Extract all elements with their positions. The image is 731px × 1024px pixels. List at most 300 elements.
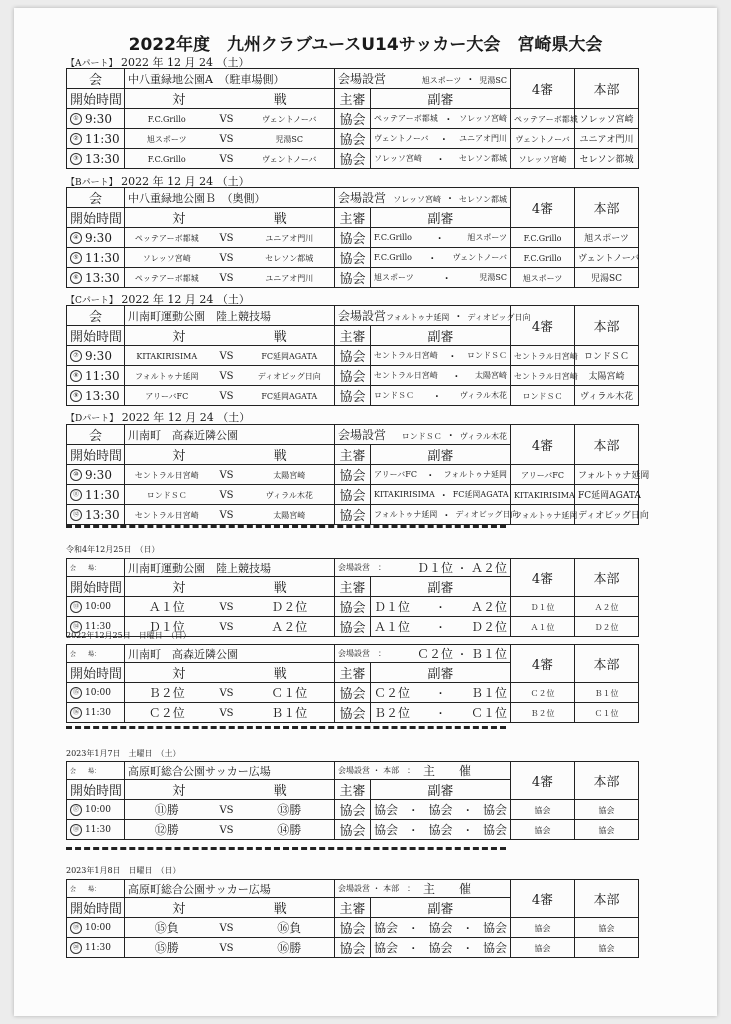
assistant-cell — [371, 268, 511, 288]
referee: 協会 — [339, 113, 366, 128]
match-row — [67, 800, 639, 820]
assistant-3: 協会 — [482, 941, 507, 955]
start-time-label: 開始時間 — [70, 667, 123, 682]
hq-header-label: 本部 — [593, 572, 620, 587]
venue-label-cell — [67, 559, 125, 577]
match-row — [67, 918, 639, 938]
referee-cell — [335, 228, 371, 248]
assistant-1: 協会 — [374, 941, 399, 955]
assistant-1: F.C.Grillo — [374, 233, 412, 242]
referee-cell — [335, 485, 371, 505]
vs-label: VS — [219, 510, 234, 521]
venue-name-cell — [125, 188, 335, 208]
referee-cell — [335, 703, 371, 723]
match-number-icon: ⑮ — [70, 687, 82, 699]
start-time-header — [67, 89, 125, 109]
vs-label: VS — [219, 923, 234, 934]
referee-label: 主審 — [339, 330, 366, 345]
fourth-official-cell — [511, 505, 578, 525]
match-row — [67, 465, 639, 485]
assistant-pair — [374, 230, 507, 245]
fourth-official-cell — [511, 248, 575, 268]
fourth-official-cell — [511, 346, 578, 366]
assistant-2: Ｃ１位 — [470, 706, 507, 720]
setup-team-2: ヴィラル木花 — [459, 432, 508, 441]
schedule-document — [14, 8, 717, 1016]
setup-cell — [335, 69, 511, 89]
setup-label: 会場設営 ： — [338, 649, 386, 658]
venue-label: 会 — [88, 73, 102, 88]
setup-teams — [422, 71, 507, 86]
venue-label-cell — [67, 69, 125, 89]
assistant-label: 副審 — [427, 581, 454, 596]
assistant-pair — [374, 598, 507, 615]
hq-header — [575, 880, 639, 918]
assistant-cell — [371, 228, 511, 248]
match-number-icon: ⑯ — [70, 707, 82, 719]
fourth-official-cell — [511, 149, 575, 169]
match-number-icon: ⑧ — [70, 370, 82, 382]
referee: 協会 — [339, 601, 366, 616]
host-label: 主 催 — [423, 764, 472, 778]
team-home: Ｃ２位 — [148, 706, 185, 720]
start-time-label: 開始時間 — [70, 212, 123, 227]
match-number-icon: ④ — [70, 232, 82, 244]
assistant-pair — [374, 131, 507, 146]
referee-label: 主審 — [339, 581, 366, 596]
team-home-cell — [125, 386, 209, 406]
vs-label: VS — [219, 602, 234, 613]
schedule-table — [66, 761, 639, 840]
part-label: 【Bパート】 — [66, 178, 118, 188]
assistant-cell — [371, 366, 511, 386]
match-number-icon: ⑤ — [70, 252, 82, 264]
venue-label: 会 — [88, 310, 102, 325]
headquarters: Ｄ２位 — [594, 623, 619, 632]
assistant-header — [371, 663, 511, 683]
match-row — [67, 228, 639, 248]
match-row — [67, 683, 639, 703]
dot-separator: ・ — [408, 944, 419, 955]
team-away-cell — [245, 485, 335, 505]
match-header-b: 戦 — [273, 330, 287, 345]
setup-label: 会場設営 — [338, 309, 387, 323]
setup-cell — [335, 559, 511, 577]
team-away-cell — [245, 366, 335, 386]
time-wrap — [70, 132, 121, 146]
hq-cell — [575, 248, 639, 268]
dot-separator: ・ — [462, 806, 473, 817]
vs-label: VS — [219, 154, 234, 165]
part-label: 【Cパート】 — [66, 296, 118, 306]
match-header — [125, 663, 335, 683]
dot-separator: ・ — [435, 709, 446, 720]
venue-label-cell — [67, 306, 125, 326]
start-time-header — [67, 208, 125, 228]
setup-cell — [335, 762, 511, 780]
fourth-official-cell — [511, 109, 578, 129]
hq-cell — [575, 683, 639, 703]
time-wrap — [70, 804, 121, 816]
referee-cell — [335, 109, 371, 129]
hq-cell — [575, 109, 639, 129]
team-away: Ａ２位 — [271, 620, 308, 634]
team-home: F.C.Grillo — [147, 155, 186, 164]
fourth-official-cell — [511, 617, 575, 637]
team-home-cell — [125, 248, 209, 268]
match-header — [125, 577, 335, 597]
time-cell — [67, 248, 125, 268]
setup-cell — [335, 645, 511, 663]
vs-cell — [209, 109, 245, 129]
referee: 協会 — [339, 489, 366, 504]
assistant-pair — [374, 487, 507, 502]
fourth-official-cell — [511, 268, 575, 288]
referee-header — [335, 208, 371, 228]
assistant-3: 協会 — [482, 803, 507, 817]
referee-header — [335, 663, 371, 683]
team-home-cell — [125, 346, 209, 366]
assistant-pair — [374, 250, 507, 265]
vs-cell — [209, 820, 245, 840]
assistant-2: セレソン都城 — [458, 154, 507, 163]
hq-cell — [575, 346, 639, 366]
vs-cell — [209, 617, 245, 637]
assistant-header — [371, 577, 511, 597]
match-header-b: 戦 — [273, 93, 287, 108]
time-cell — [67, 129, 125, 149]
hq-cell — [575, 800, 639, 820]
time-wrap — [70, 389, 121, 403]
setup-info — [338, 762, 507, 779]
referee-cell — [335, 129, 371, 149]
time-cell — [67, 228, 125, 248]
assistant-label: 副審 — [427, 93, 454, 108]
part-label: 【Dパート】 — [66, 414, 119, 424]
venue-label: 会 — [88, 429, 102, 444]
setup-teams — [393, 190, 507, 205]
team-home-cell — [125, 597, 209, 617]
assistant-1: ペッテアーボ都城 — [374, 114, 438, 123]
fourth-official-header: 4審 — [531, 320, 554, 335]
setup-info — [338, 880, 507, 897]
fourth-official-cell — [511, 129, 575, 149]
dot-separator: ・ — [445, 431, 456, 442]
assistant-1: フォルトゥナ延岡 — [374, 510, 438, 519]
team-away-cell — [245, 505, 335, 525]
venue-name: 川南町運動公園 陸上競技場 — [128, 309, 271, 323]
dot-separator: ・ — [438, 491, 449, 502]
assistant-2: 旭スポーツ — [467, 233, 508, 242]
fourth-official: セントラル日宮崎 — [514, 352, 578, 361]
vs-cell — [209, 149, 245, 169]
team-home: フォルトゥナ延岡 — [135, 372, 199, 381]
setup-info — [338, 189, 507, 206]
team-home: 旭スポーツ — [146, 135, 187, 144]
hq-header-label: 本部 — [593, 83, 620, 98]
match-header-b: 戦 — [273, 784, 287, 799]
hq-cell — [575, 386, 639, 406]
vs-label: VS — [219, 391, 234, 402]
vs-cell — [209, 505, 245, 525]
section-caption — [66, 409, 250, 425]
team-home-cell — [125, 820, 209, 840]
fourth-header — [511, 645, 575, 683]
host-label: 主 催 — [423, 882, 472, 896]
setup-team-1: ソレッソ宮崎 — [393, 195, 442, 204]
assistant-cell — [371, 248, 511, 268]
match-row — [67, 703, 639, 723]
time-wrap — [70, 707, 121, 719]
time-cell — [67, 386, 125, 406]
assistant-pair — [374, 270, 507, 285]
match-row — [67, 149, 639, 169]
dot-separator: ・ — [435, 603, 446, 614]
venue-row — [67, 880, 639, 898]
referee: 協会 — [339, 350, 366, 365]
fourth-header — [511, 188, 575, 228]
hq-cell — [575, 938, 639, 958]
match-number-icon: ⑦ — [70, 350, 82, 362]
venue-label: 会 場： — [70, 651, 101, 658]
start-time: 13:30 — [85, 270, 120, 285]
vs-label: VS — [219, 708, 234, 719]
assistant-2: ヴェントノーバ — [452, 253, 508, 262]
match-number-icon: ⑫ — [70, 509, 82, 521]
fourth-official-cell — [511, 918, 575, 938]
headquarters: 協会 — [598, 806, 615, 815]
dot-separator: ・ — [462, 924, 473, 935]
match-number-icon: ① — [70, 113, 82, 125]
assistant-pair — [374, 618, 507, 635]
hq-header — [575, 645, 639, 683]
referee-cell — [335, 617, 371, 637]
referee: 協会 — [339, 942, 366, 957]
fourth-official: Ａ１位 — [530, 623, 555, 632]
setup-teams — [402, 427, 507, 442]
team-away: ヴィラル木花 — [265, 491, 313, 500]
time-cell — [67, 485, 125, 505]
start-time-label: 開始時間 — [70, 902, 123, 917]
team-home: F.C.Grillo — [147, 115, 186, 124]
team-home: ペッテアーボ都城 — [134, 234, 199, 243]
fourth-official-cell — [511, 485, 575, 505]
match-number-icon: ⑲ — [70, 922, 82, 934]
fourth-official: ロンドＳＣ — [522, 392, 563, 401]
match-header — [125, 780, 335, 800]
assistant-pair — [374, 467, 507, 482]
referee-cell — [335, 149, 371, 169]
time-cell — [67, 268, 125, 288]
start-time-header — [67, 898, 125, 918]
assistant-cell — [371, 129, 511, 149]
headquarters: Ａ２位 — [594, 603, 619, 612]
vs-cell — [209, 938, 245, 958]
hq-cell — [575, 918, 639, 938]
match-header-text — [128, 326, 331, 345]
hq-header — [575, 306, 639, 346]
match-header-a: 対 — [172, 212, 186, 227]
team-away-cell — [245, 386, 335, 406]
start-time: 11:30 — [85, 131, 120, 146]
time-cell — [67, 465, 125, 485]
section-divider — [66, 847, 506, 850]
hq-header-label: 本部 — [593, 658, 620, 673]
fourth-header — [511, 762, 575, 800]
fourth-official: ペッテアーボ都城 — [514, 115, 578, 124]
start-time: 11:30 — [85, 621, 111, 632]
match-header-a: 対 — [172, 667, 186, 682]
start-time: 13:30 — [85, 151, 120, 166]
setup-cell — [335, 880, 511, 898]
team-away: 児湯SC — [275, 135, 304, 144]
vs-label: VS — [219, 233, 234, 244]
team-away: FC延岡AGATA — [261, 352, 318, 361]
start-time-label: 開始時間 — [70, 784, 123, 799]
referee-header — [335, 898, 371, 918]
headquarters: フォルトゥナ延岡 — [578, 471, 650, 481]
fourth-official-header: 4審 — [531, 439, 554, 454]
fourth-official-header: 4審 — [531, 775, 554, 790]
headquarters: ヴィラル木花 — [579, 392, 634, 402]
venue-name: 川南町運動公園 陸上競技場 — [128, 561, 271, 575]
setup-info — [338, 307, 531, 324]
team-away: セレソン都城 — [265, 254, 314, 263]
team-home-cell — [125, 129, 209, 149]
team-away: ⑯勝 — [277, 941, 302, 955]
assistant-2: フォルトゥナ延岡 — [443, 470, 508, 479]
assistant-1: Ｄ１位 — [374, 600, 411, 614]
assistant-pair — [374, 704, 507, 721]
team-home-cell — [125, 938, 209, 958]
team-away-cell — [245, 268, 335, 288]
start-time: 11:30 — [85, 250, 120, 265]
assistant-1: F.C.Grillo — [374, 253, 412, 262]
headquarters: ディオビッグ日向 — [578, 511, 649, 521]
team-home-cell — [125, 366, 209, 386]
setup-info — [338, 559, 507, 576]
dot-separator: ・ — [438, 135, 449, 146]
section-caption — [66, 630, 191, 641]
match-row — [67, 597, 639, 617]
assistant-3: 協会 — [482, 823, 507, 837]
referee-cell — [335, 800, 371, 820]
match-header-b: 戦 — [273, 449, 287, 464]
hq-header-label: 本部 — [593, 439, 620, 454]
match-header-a: 対 — [172, 902, 186, 917]
hq-header-label: 本部 — [593, 893, 620, 908]
start-time-header — [67, 326, 125, 346]
vs-cell — [209, 386, 245, 406]
match-row — [67, 505, 639, 525]
referee-label: 主審 — [339, 667, 366, 682]
assistant-pair — [374, 348, 507, 363]
dot-separator: ・ — [441, 511, 452, 522]
match-row — [67, 938, 639, 958]
time-cell — [67, 820, 125, 840]
venue-name-cell — [125, 559, 335, 577]
time-wrap — [70, 349, 121, 363]
hq-header-label: 本部 — [593, 775, 620, 790]
assistant-header — [371, 89, 511, 109]
time-wrap — [70, 468, 121, 482]
time-wrap — [70, 942, 121, 954]
referee: 協会 — [339, 804, 366, 819]
venue-name-cell — [125, 645, 335, 663]
start-time-header — [67, 780, 125, 800]
section-caption — [66, 544, 159, 555]
assistant-2: Ｂ１位 — [470, 686, 507, 700]
start-time-header — [67, 445, 125, 465]
venue-name: 中八重緑地公園A （駐車場側） — [128, 72, 285, 86]
team-home: セントラル日宮崎 — [134, 511, 199, 520]
assistant-label: 副審 — [427, 667, 454, 682]
fourth-official-header: 4審 — [531, 83, 554, 98]
assistant-header — [371, 445, 511, 465]
headquarters: 協会 — [598, 826, 615, 835]
team-away: Ｂ１位 — [271, 706, 308, 720]
hq-header — [575, 762, 639, 800]
setup-label: 会場設営 — [338, 191, 387, 205]
assistant-2: ロンドＳＣ — [466, 351, 507, 360]
referee-label: 主審 — [339, 93, 366, 108]
time-wrap — [70, 488, 121, 502]
match-header — [125, 208, 335, 228]
setup-team-1: フォルトゥナ延岡 — [386, 313, 450, 322]
team-away-cell — [245, 129, 335, 149]
assistant-label: 副審 — [427, 902, 454, 917]
time-cell — [67, 505, 125, 525]
referee: 協会 — [339, 252, 366, 267]
start-time-label: 開始時間 — [70, 93, 123, 108]
referee-cell — [335, 820, 371, 840]
venue-name-cell — [125, 69, 335, 89]
hq-header — [575, 425, 639, 465]
referee: 協会 — [339, 153, 366, 168]
match-row — [67, 268, 639, 288]
time-cell — [67, 938, 125, 958]
start-time: 10:00 — [85, 804, 111, 815]
hq-header — [575, 559, 639, 597]
venue-label: 会 — [88, 192, 102, 207]
schedule-table — [66, 879, 639, 958]
referee: 協会 — [339, 390, 366, 405]
headquarters: Ｂ１位 — [594, 689, 619, 698]
dot-separator: ・ — [443, 115, 454, 126]
vs-cell — [209, 703, 245, 723]
setup-label: 会場設営 — [338, 428, 387, 442]
time-cell — [67, 149, 125, 169]
assistant-1: ヴェントノーバ — [374, 134, 429, 143]
hq-cell — [575, 149, 639, 169]
fourth-official: 協会 — [534, 924, 551, 933]
assistant-2: 協会 — [428, 803, 453, 817]
vs-cell — [209, 683, 245, 703]
team-home-cell — [125, 683, 209, 703]
match-header — [125, 898, 335, 918]
fourth-official-cell — [511, 800, 575, 820]
vs-label: VS — [219, 253, 234, 264]
assistant-header — [371, 898, 511, 918]
schedule-table — [66, 187, 639, 288]
assistant-2: 児湯SC — [479, 273, 508, 282]
venue-name: 高原町総合公園サッカー広場 — [128, 764, 271, 778]
referee-cell — [335, 465, 371, 485]
dot-separator: ・ — [435, 623, 446, 634]
setup-team-1: 旭スポーツ — [421, 76, 462, 85]
team-away: ヴェントノーバ — [261, 155, 317, 164]
vs-label: VS — [219, 470, 234, 481]
